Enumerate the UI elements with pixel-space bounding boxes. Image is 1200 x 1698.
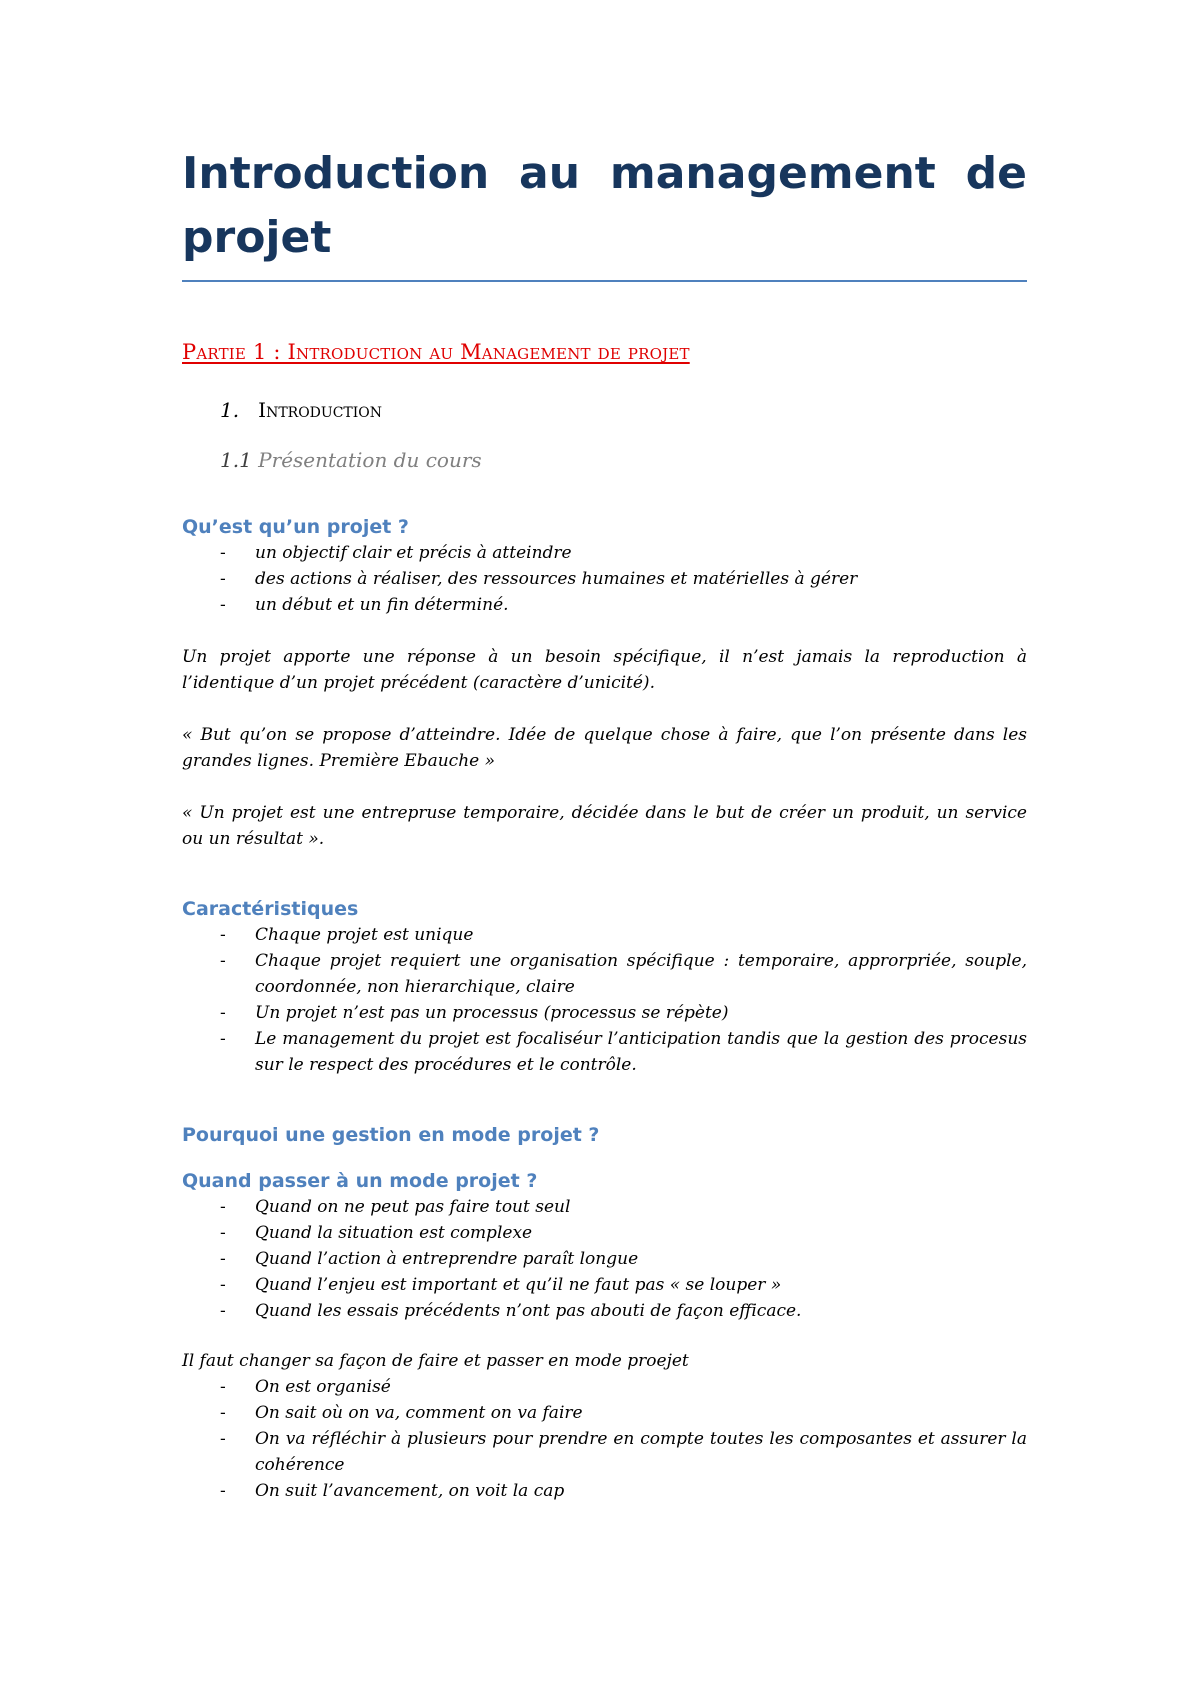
list-item: - On va réfléchir à plusieurs pour prendre en compte toutes les composantes et assurer la cohérence bbox=[220, 1429, 1027, 1475]
section-what-is-project bbox=[182, 516, 1027, 852]
list-item: - Quand l’action à entreprendre paraît longue bbox=[220, 1249, 639, 1269]
section-1-1-label: Présentation du cours bbox=[258, 448, 482, 472]
caracteristiques-list bbox=[182, 922, 1027, 1078]
list-item: - Le management du projet est focaliséur l’anticipation tandis que la gestion des procesus sur le respect des procédures et le contrôle. bbox=[220, 1029, 1027, 1075]
what-is-project-heading: Qu’est qu’un projet ? bbox=[182, 516, 409, 538]
list-item: - Un projet n’est pas un processus (processus se répète) bbox=[220, 1003, 729, 1023]
quand-list bbox=[182, 1194, 1027, 1324]
section-1-1-heading bbox=[220, 448, 1027, 472]
list-item: - Quand la situation est complexe bbox=[220, 1223, 533, 1243]
section-1-number: 1. bbox=[220, 398, 240, 422]
quand-heading: Quand passer à un mode projet ? bbox=[182, 1170, 538, 1192]
list-item: - Quand l’enjeu est important et qu’il ne faut pas « se louper » bbox=[220, 1275, 782, 1295]
list-item: - Quand les essais précédents n’ont pas abouti de façon efficace. bbox=[220, 1301, 802, 1321]
paragraph-besoin: Un projet apporte une réponse à un besoin spécifique, il n’est jamais la reproduction à l’identique d’un projet précédent (caractère d’unicité). bbox=[182, 647, 1027, 693]
list-item: - On sait où on va, comment on va faire bbox=[220, 1403, 583, 1423]
mode-projet-list bbox=[182, 1374, 1027, 1504]
list-item: - un objectif clair et précis à atteindre bbox=[220, 543, 572, 563]
list-item: - un début et un fin déterminé. bbox=[220, 595, 509, 615]
list-item: - On est organisé bbox=[220, 1377, 391, 1397]
paragraph-changer: Il faut changer sa façon de faire et passer en mode proejet bbox=[182, 1351, 689, 1371]
caracteristiques-heading: Caractéristiques bbox=[182, 898, 359, 920]
section-1-1-number: 1.1 bbox=[220, 448, 252, 472]
document-title: Introduction au management de projet bbox=[182, 142, 1027, 282]
list-item: - Quand on ne peut pas faire tout seul bbox=[220, 1197, 571, 1217]
list-item: - des actions à réaliser, des ressources humaines et matérielles à gérer bbox=[220, 569, 858, 589]
paragraph-quote-entreprise: « Un projet est une entrepruse temporaire, décidée dans le but de créer un produit, un service ou un résultat ». bbox=[182, 803, 1027, 849]
section-1-heading bbox=[220, 398, 1027, 422]
section-quand bbox=[182, 1170, 1027, 1504]
partie-heading: Partie 1 : Introduction au Management de projet bbox=[182, 340, 690, 364]
section-caracteristiques bbox=[182, 898, 1027, 1078]
what-is-project-list bbox=[182, 540, 1027, 618]
pourquoi-heading: Pourquoi une gestion en mode projet ? bbox=[182, 1124, 600, 1146]
section-1-label: Introduction bbox=[258, 398, 383, 422]
paragraph-quote-definition: « But qu’on se propose d’atteindre. Idée de quelque chose à faire, que l’on présente dans les grandes lignes. Première Ebauche » bbox=[182, 725, 1027, 771]
list-item: - Chaque projet est unique bbox=[220, 925, 474, 945]
list-item: - On suit l’avancement, on voit la cap bbox=[220, 1481, 565, 1501]
list-item: - Chaque projet requiert une organisation spécifique : temporaire, approrpriée, souple, coordonnée, non hierarchique, claire bbox=[220, 951, 1027, 997]
